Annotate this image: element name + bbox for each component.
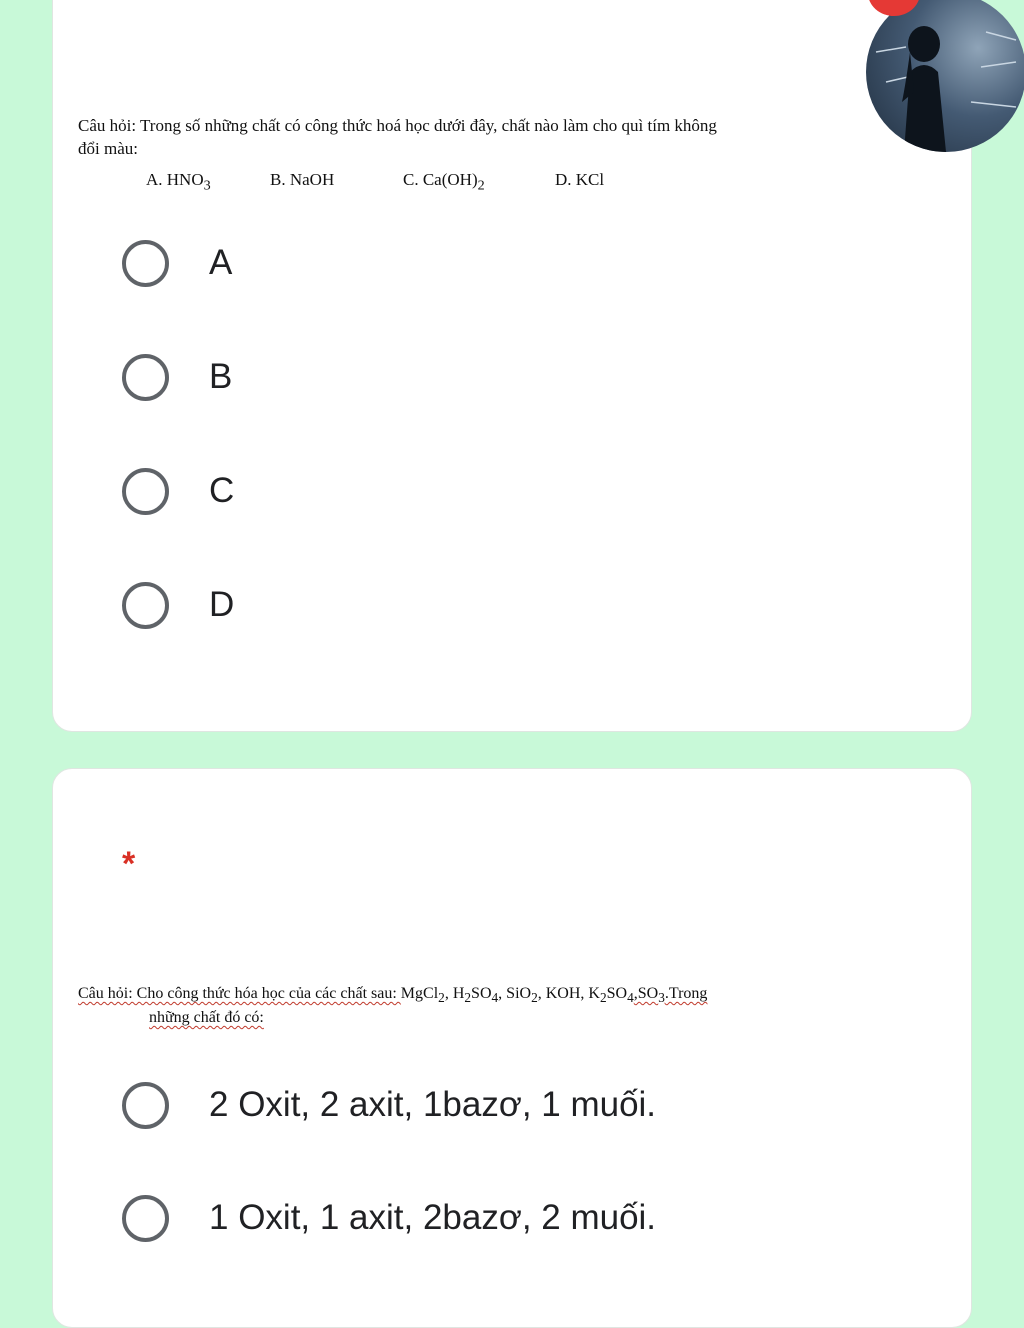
option-c-label: C [209, 471, 235, 510]
option-label: 1 Oxit, 1 axit, 2bazơ, 2 muối. [209, 1198, 657, 1237]
choice-c: C. $Ca(OH)_2$ [403, 169, 485, 194]
radio-button[interactable] [122, 354, 169, 401]
question-1-text-line1: Câu hỏi: Trong số những chất có công thức hoá học dưới đây, chất nào làm cho quì tím không [78, 116, 717, 135]
choice-d: D. KCl [555, 169, 605, 189]
option-1-oxit-1-axit[interactable] [122, 1188, 656, 1248]
required-asterisk: * [122, 845, 136, 883]
question-1-choices [78, 169, 858, 196]
option-d-label: D [209, 585, 235, 624]
question-2-text-line1: Câu hỏi: Cho công thức hóa học của các chất sau: MgCl$_2$, $H_2SO_4$, SiO$_2$, KOH, $K_2SO_4,SO_3.Trong$ [78, 985, 708, 1006]
option-b-label: B [209, 357, 233, 396]
radio-button[interactable] [122, 582, 169, 629]
radio-button[interactable] [122, 1082, 169, 1129]
question-2-text-line2: những chất đó có: [149, 1009, 264, 1027]
option-c[interactable] [122, 461, 234, 521]
question-1-text-line2: đổi màu: [78, 138, 138, 158]
radio-button[interactable] [122, 240, 169, 287]
option-label: 2 Oxit, 2 axit, 1bazơ, 1 muối. [209, 1085, 657, 1124]
option-a-label: A [209, 243, 233, 282]
radio-button[interactable] [122, 468, 169, 515]
option-b[interactable] [122, 347, 232, 407]
option-d[interactable] [122, 575, 234, 635]
option-2-oxit-2-axit[interactable] [122, 1075, 656, 1135]
profile-avatar-icon[interactable] [866, 0, 1024, 152]
choice-b: B. NaOH [270, 169, 335, 189]
question-2-image [78, 983, 858, 1029]
choice-a: A. $HNO_3$ [146, 169, 211, 194]
question-1-image [78, 115, 858, 195]
radio-button[interactable] [122, 1195, 169, 1242]
avatar-art-icon [866, 0, 1024, 152]
option-a[interactable] [122, 233, 232, 293]
